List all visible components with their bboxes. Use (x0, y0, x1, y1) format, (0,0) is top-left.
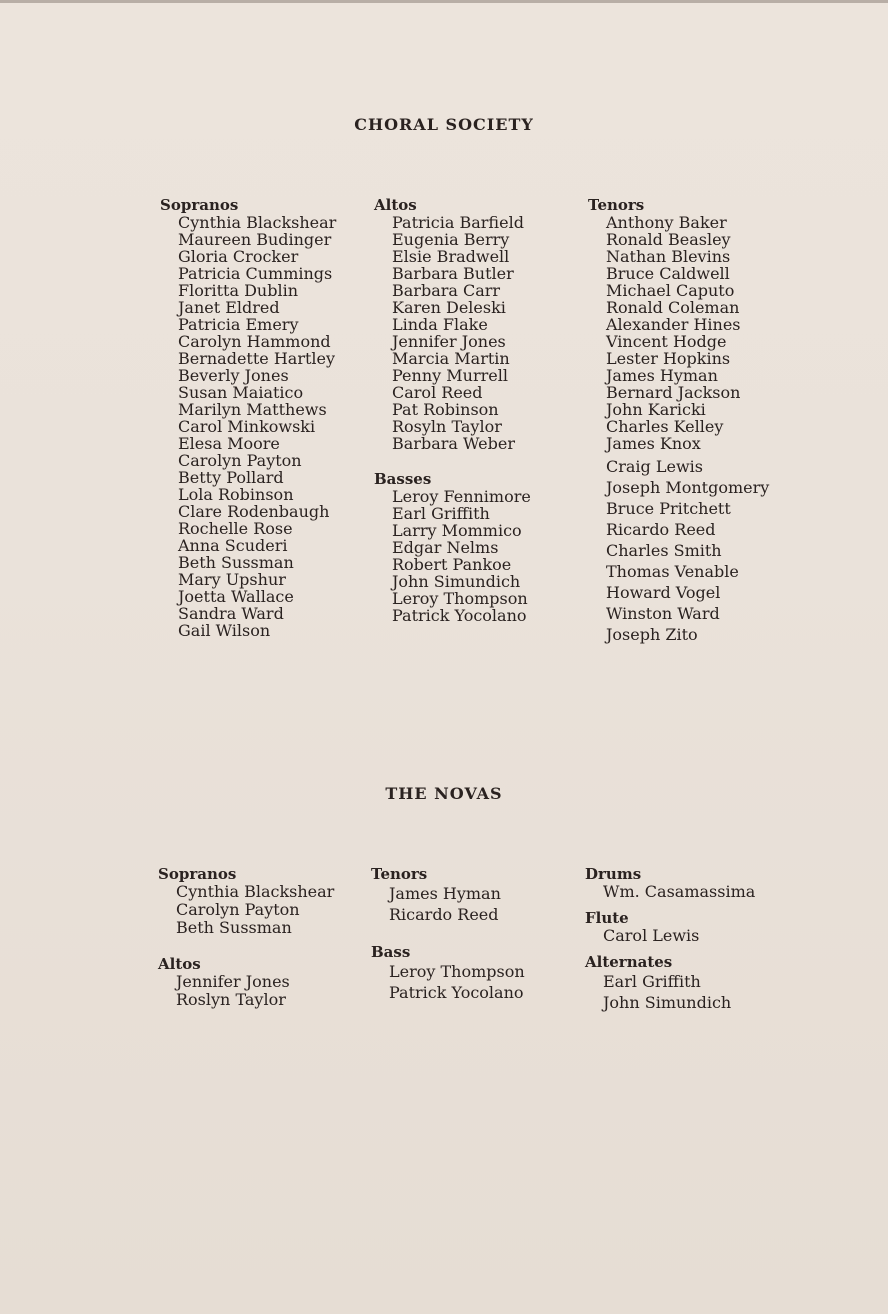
member-name: Earl Griffith (392, 504, 490, 523)
member-name: Bruce Caldwell (606, 264, 730, 283)
member-name: Carol Reed (392, 383, 483, 402)
choral-sopranos-column (160, 196, 336, 639)
member-name: Sandra Ward (178, 604, 284, 623)
member-name: James Knox (606, 434, 701, 453)
novas-title: THE NOVAS (385, 784, 503, 803)
novas-tenors-label: Tenors (371, 865, 428, 883)
member-name: Edgar Nelms (392, 538, 499, 557)
member-name: Marcia Martin (392, 349, 510, 368)
member-name: Thomas Venable (606, 562, 739, 581)
member-name: Anna Scuderi (178, 536, 288, 555)
member-name: Robert Pankoe (392, 555, 512, 574)
novas-bass-label: Bass (371, 943, 411, 961)
member-name: Carol Minkowski (178, 417, 316, 436)
choral-basses-list (374, 488, 531, 624)
choral-basses-label: Basses (374, 470, 432, 488)
member-name: Patrick Yocolano (392, 606, 527, 625)
novas-sopranos-list (158, 883, 334, 937)
member-name: Patrick Yocolano (389, 983, 524, 1002)
member-name: Beverly Jones (178, 366, 289, 385)
member-name: Patricia Cummings (178, 264, 333, 283)
member-name: Patricia Barfield (392, 213, 524, 232)
member-name: Beth Sussman (178, 553, 294, 572)
novas-alternates-list (585, 971, 755, 1013)
member-name: Craig Lewis (606, 457, 703, 476)
member-name: Roslyn Taylor (176, 990, 286, 1009)
member-name: Cynthia Blackshear (178, 213, 337, 232)
novas-column-3 (585, 865, 755, 1013)
member-name: Beth Sussman (176, 918, 292, 937)
member-name: Rosyln Taylor (392, 417, 502, 436)
member-name: Anthony Baker (606, 213, 727, 232)
member-name: Marilyn Matthews (178, 400, 327, 419)
member-name: Barbara Butler (392, 264, 514, 283)
member-name: Cynthia Blackshear (176, 882, 335, 901)
member-name: Carolyn Payton (176, 900, 300, 919)
member-name: John Simundich (603, 993, 732, 1012)
member-name: Bernadette Hartley (178, 349, 336, 368)
member-name: Lester Hopkins (606, 349, 731, 368)
member-name: Ricardo Reed (389, 905, 499, 924)
choral-sopranos-label: Sopranos (160, 196, 239, 214)
novas-column-1 (158, 865, 334, 1009)
member-name: Ronald Coleman (606, 298, 740, 317)
member-name: Joseph Montgomery (606, 478, 770, 497)
member-name: Michael Caputo (606, 281, 735, 300)
member-name: Carolyn Payton (178, 451, 302, 470)
member-name: Leroy Thompson (392, 589, 528, 608)
member-name: John Karicki (606, 400, 706, 419)
member-name: Joetta Wallace (178, 587, 294, 606)
member-name: Penny Murrell (392, 366, 508, 385)
member-name: Howard Vogel (606, 583, 721, 602)
member-name: Bruce Pritchett (606, 499, 731, 518)
member-name: Janet Eldred (178, 298, 280, 317)
member-name: Larry Mommico (392, 521, 522, 540)
member-name: Carolyn Hammond (178, 332, 331, 351)
member-name: Elsie Bradwell (392, 247, 510, 266)
member-name: Ronald Beasley (606, 230, 731, 249)
member-name: Jennifer Jones (392, 332, 506, 351)
member-name: Gail Wilson (178, 621, 271, 640)
novas-altos-label: Altos (158, 955, 201, 973)
choral-altos-column (374, 196, 531, 624)
choral-altos-list (374, 214, 531, 452)
member-name: Wm. Casamassima (603, 882, 756, 901)
novas-flute-list (585, 927, 755, 945)
member-name: Gloria Crocker (178, 247, 299, 266)
member-name: Pat Robinson (392, 400, 499, 419)
member-name: Ricardo Reed (606, 520, 716, 539)
choral-tenors-list-a (588, 214, 769, 452)
member-name: Bernard Jackson (606, 383, 741, 402)
member-name: Leroy Fennimore (392, 487, 531, 506)
member-name: Leroy Thompson (389, 962, 525, 981)
member-name: Karen Deleski (392, 298, 506, 317)
member-name: Susan Maiatico (178, 383, 304, 402)
member-name: James Hyman (606, 366, 718, 385)
member-name: Joseph Zito (606, 625, 698, 644)
member-name: Charles Smith (606, 541, 722, 560)
member-name: Jennifer Jones (176, 972, 290, 991)
member-name: Charles Kelley (606, 417, 724, 436)
choral-tenors-label: Tenors (588, 196, 645, 214)
novas-alternates-label: Alternates (585, 953, 673, 971)
novas-flute-label: Flute (585, 909, 629, 927)
novas-tenors-list (371, 883, 525, 925)
member-name: Clare Rodenbaugh (178, 502, 330, 521)
novas-drums-list (585, 883, 755, 901)
member-name: Barbara Weber (392, 434, 515, 453)
member-name: Barbara Carr (392, 281, 501, 300)
novas-altos-list (158, 973, 334, 1009)
member-name: Eugenia Berry (392, 230, 510, 249)
member-name: Rochelle Rose (178, 519, 293, 538)
member-name: Earl Griffith (603, 972, 701, 991)
member-name: Floritta Dublin (178, 281, 299, 300)
choral-altos-label: Altos (374, 196, 417, 214)
member-name: Lola Robinson (178, 485, 294, 504)
choral-society-title: CHORAL SOCIETY (354, 115, 534, 134)
novas-bass-list (371, 961, 525, 1003)
member-name: Maureen Budinger (178, 230, 332, 249)
member-name: Mary Upshur (178, 570, 286, 589)
member-name: Alexander Hines (606, 315, 741, 334)
choral-tenors-column (588, 196, 769, 645)
novas-drums-label: Drums (585, 865, 642, 883)
novas-sopranos-label: Sopranos (158, 865, 237, 883)
member-name: Betty Pollard (178, 468, 284, 487)
member-name: Winston Ward (606, 604, 720, 623)
member-name: James Hyman (389, 884, 501, 903)
member-name: Linda Flake (392, 315, 488, 334)
choral-sopranos-list (160, 214, 336, 639)
member-name: John Simundich (392, 572, 521, 591)
member-name: Patricia Emery (178, 315, 299, 334)
member-name: Vincent Hodge (606, 332, 727, 351)
choral-tenors-list-b (588, 456, 769, 645)
member-name: Elesa Moore (178, 434, 280, 453)
novas-column-2 (371, 865, 525, 1003)
member-name: Nathan Blevins (606, 247, 731, 266)
member-name: Carol Lewis (603, 926, 700, 945)
